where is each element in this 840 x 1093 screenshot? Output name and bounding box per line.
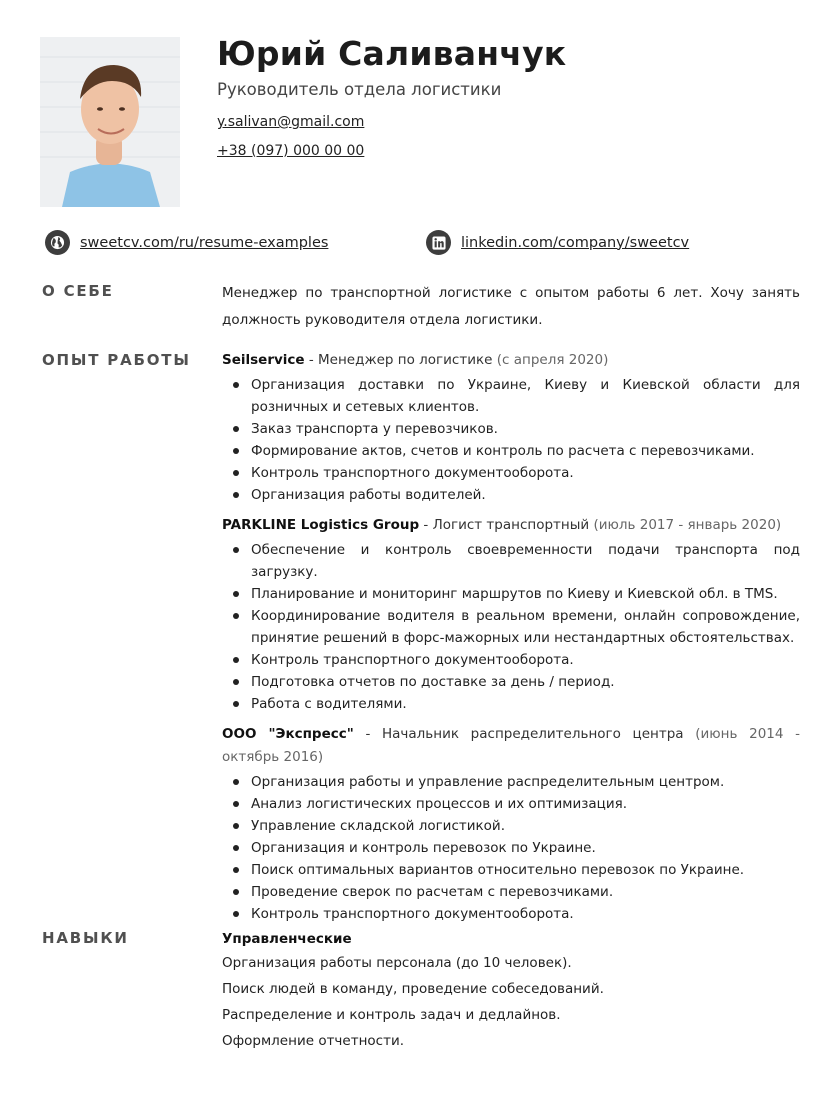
task-item: Управление складской логистикой. [222,815,800,837]
task-item: Контроль транспортного документооборота. [222,649,800,671]
skill-item: Распределение и контроль задач и дедлайнов. [222,1007,561,1023]
skills-subhead: Управленческие [222,931,352,947]
task-item: Анализ логистических процессов и их оптимизация. [222,793,800,815]
about-text: Менеджер по транспортной логистике с опытом работы 6 лет. Хочу занять должность руководителя отдела логистики. [222,285,800,328]
skill-item: Организация работы персонала (до 10 человек). [222,955,572,971]
task-item: Координирование водителя в реальном времени, онлайн сопровождение, принятие решений в форс-мажорных или нестандартных обстоятельствах. [222,605,800,649]
job-position: - Логист транспортный [419,517,594,533]
linkedin-link-row[interactable] [426,230,689,255]
experience-list [222,349,800,933]
skill-item: Поиск людей в команду, проведение собеседований. [222,981,604,997]
linkedin-link[interactable]: linkedin.com/company/sweetcv [461,234,690,251]
task-item: Организация работы водителей. [222,484,800,506]
job-period: (с апреля 2020) [496,352,609,368]
task-item: Контроль транспортного документооборота. [222,462,800,484]
task-item: Организация работы и управление распределительным центром. [222,771,800,793]
task-item: Подготовка отчетов по доставке за день / период. [222,671,800,693]
globe-icon [45,230,70,255]
job-header [222,723,800,769]
section-label-skills: НАВЫКИ [42,929,129,947]
section-label-about: О СЕБЕ [42,282,114,300]
job-company: ООО "Экспресс" [222,726,354,742]
phone-link[interactable]: +38 (097) 000 00 00 [217,143,365,159]
email-link[interactable]: y.salivan@gmail.com [217,114,365,130]
job-entry [222,349,800,506]
job-header [222,514,800,537]
task-item: Планирование и мониторинг маршрутов по Киеву и Киевской обл. в TMS. [222,583,800,605]
task-item: Поиск оптимальных вариантов относительно перевозок по Украине. [222,859,800,881]
task-item: Формирование актов, счетов и контроль по расчета с перевозчиками. [222,440,800,462]
task-item: Заказ транспорта у перевозчиков. [222,418,800,440]
job-title: Руководитель отдела логистики [217,80,502,99]
skills-list [222,928,800,1054]
job-period: (июнь 2014 - октябрь 2016) [222,726,800,765]
portrait-image [40,37,180,207]
job-entry [222,723,800,925]
section-label-experience: ОПЫТ РАБОТЫ [42,351,191,369]
website-link[interactable]: sweetcv.com/ru/resume-examples [80,234,329,251]
job-position: - Менеджер по логистике [304,352,497,368]
job-tasks [222,374,800,506]
linkedin-icon [426,230,451,255]
job-company: Seilservice [222,352,305,368]
task-item: Контроль транспортного документооборота. [222,903,800,925]
candidate-name: Юрий Саливанчук [217,34,567,73]
task-item: Проведение сверок по расчетам с перевозчиками. [222,881,800,903]
job-tasks [222,771,800,925]
task-item: Обеспечение и контроль своевременности подачи транспорта под загрузку. [222,539,800,583]
website-link-row[interactable] [45,230,328,255]
job-entry [222,514,800,715]
skill-item: Оформление отчетности. [222,1033,405,1049]
task-item: Организация доставки по Украине, Киеву и Киевской области для розничных и сетевых клиентов. [222,374,800,418]
job-position: - Начальник распределительного центра [353,726,696,742]
task-item: Организация и контроль перевозок по Украине. [222,837,800,859]
profile-photo [40,37,180,207]
job-company: PARKLINE Logistics Group [222,517,420,533]
job-period: (июль 2017 - январь 2020) [593,517,782,533]
task-item: Работа с водителями. [222,693,800,715]
job-header [222,349,800,372]
job-tasks [222,539,800,715]
